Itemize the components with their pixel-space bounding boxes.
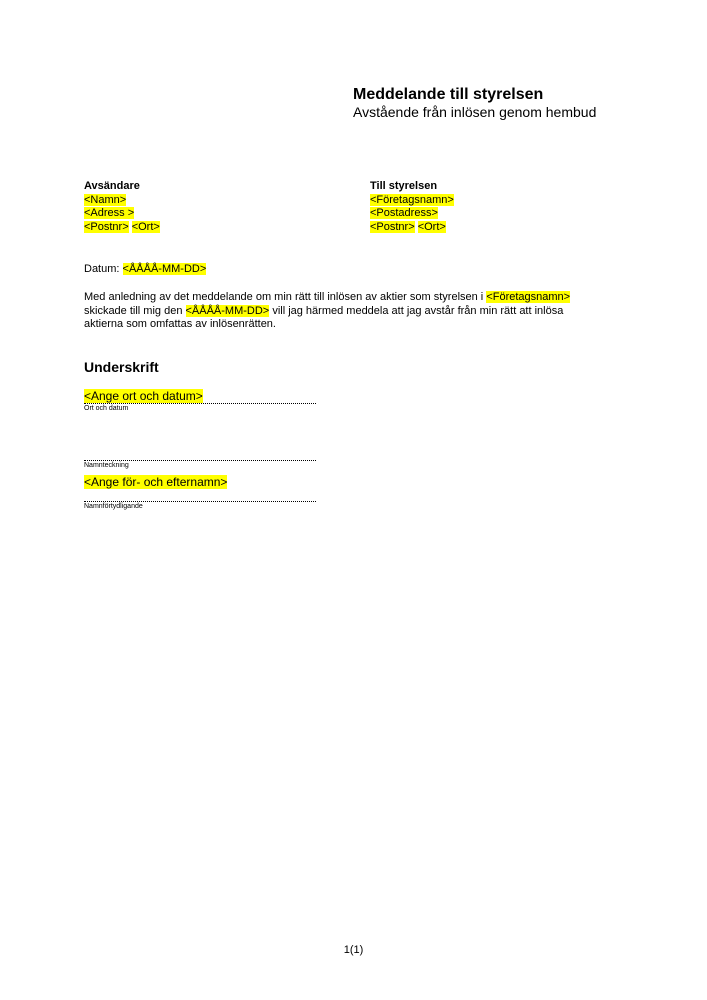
body-text: skickade till mig den <box>84 304 183 317</box>
recipient-city-field[interactable]: <Ort> <box>417 220 446 233</box>
signature-caption: Namnteckning <box>84 462 129 469</box>
sender-city-field[interactable]: <Ort> <box>131 220 160 233</box>
sender-heading: Avsändare <box>84 180 140 192</box>
body-company-field[interactable]: <Företagsnamn> <box>486 291 571 303</box>
full-name-field[interactable]: <Ange för- och efternamn> <box>84 475 228 489</box>
name-line <box>84 501 316 502</box>
name-value-row <box>84 475 227 489</box>
signature-heading: Underskrift <box>84 359 159 375</box>
sender-address-field[interactable]: <Adress > <box>84 207 135 219</box>
body-text: aktierna som omfattas av inlösenrätten. <box>84 318 276 330</box>
document-title: Meddelande till styrelsen <box>353 86 544 103</box>
signature-line[interactable] <box>84 460 316 461</box>
document-subtitle: Avstående från inlösen genom hembud <box>353 104 597 120</box>
place-date-field[interactable]: <Ange ort och datum> <box>84 389 203 403</box>
body-paragraph <box>84 291 624 332</box>
sender-name-field[interactable]: <Namn> <box>84 193 127 206</box>
place-date-caption: Ort och datum <box>84 405 129 412</box>
page-number: 1(1) <box>343 944 364 956</box>
recipient-heading: Till styrelsen <box>370 180 438 192</box>
recipient-address-field[interactable]: <Postadress> <box>370 207 438 219</box>
sender-block <box>84 180 160 234</box>
body-text: vill jag härmed meddela att jag avstår från min rätt att inlösa <box>272 304 564 317</box>
date-line <box>84 263 206 275</box>
date-label: Datum: <box>84 263 120 275</box>
place-date-line <box>84 403 316 404</box>
recipient-company-field[interactable]: <Företagsnamn> <box>370 193 454 206</box>
sender-postnr-field[interactable]: <Postnr> <box>84 220 129 233</box>
recipient-postnr-field[interactable]: <Postnr> <box>370 220 415 233</box>
date-field[interactable]: <ÅÅÅÅ-MM-DD> <box>122 263 207 275</box>
place-date-value-row <box>84 389 203 403</box>
name-caption: Namnförtydligande <box>84 503 143 510</box>
recipient-block <box>370 180 454 234</box>
body-text: Med anledning av det meddelande om min rätt till inlösen av aktier som styrelsen i <box>84 291 484 303</box>
body-date-field[interactable]: <ÅÅÅÅ-MM-DD> <box>185 304 270 317</box>
